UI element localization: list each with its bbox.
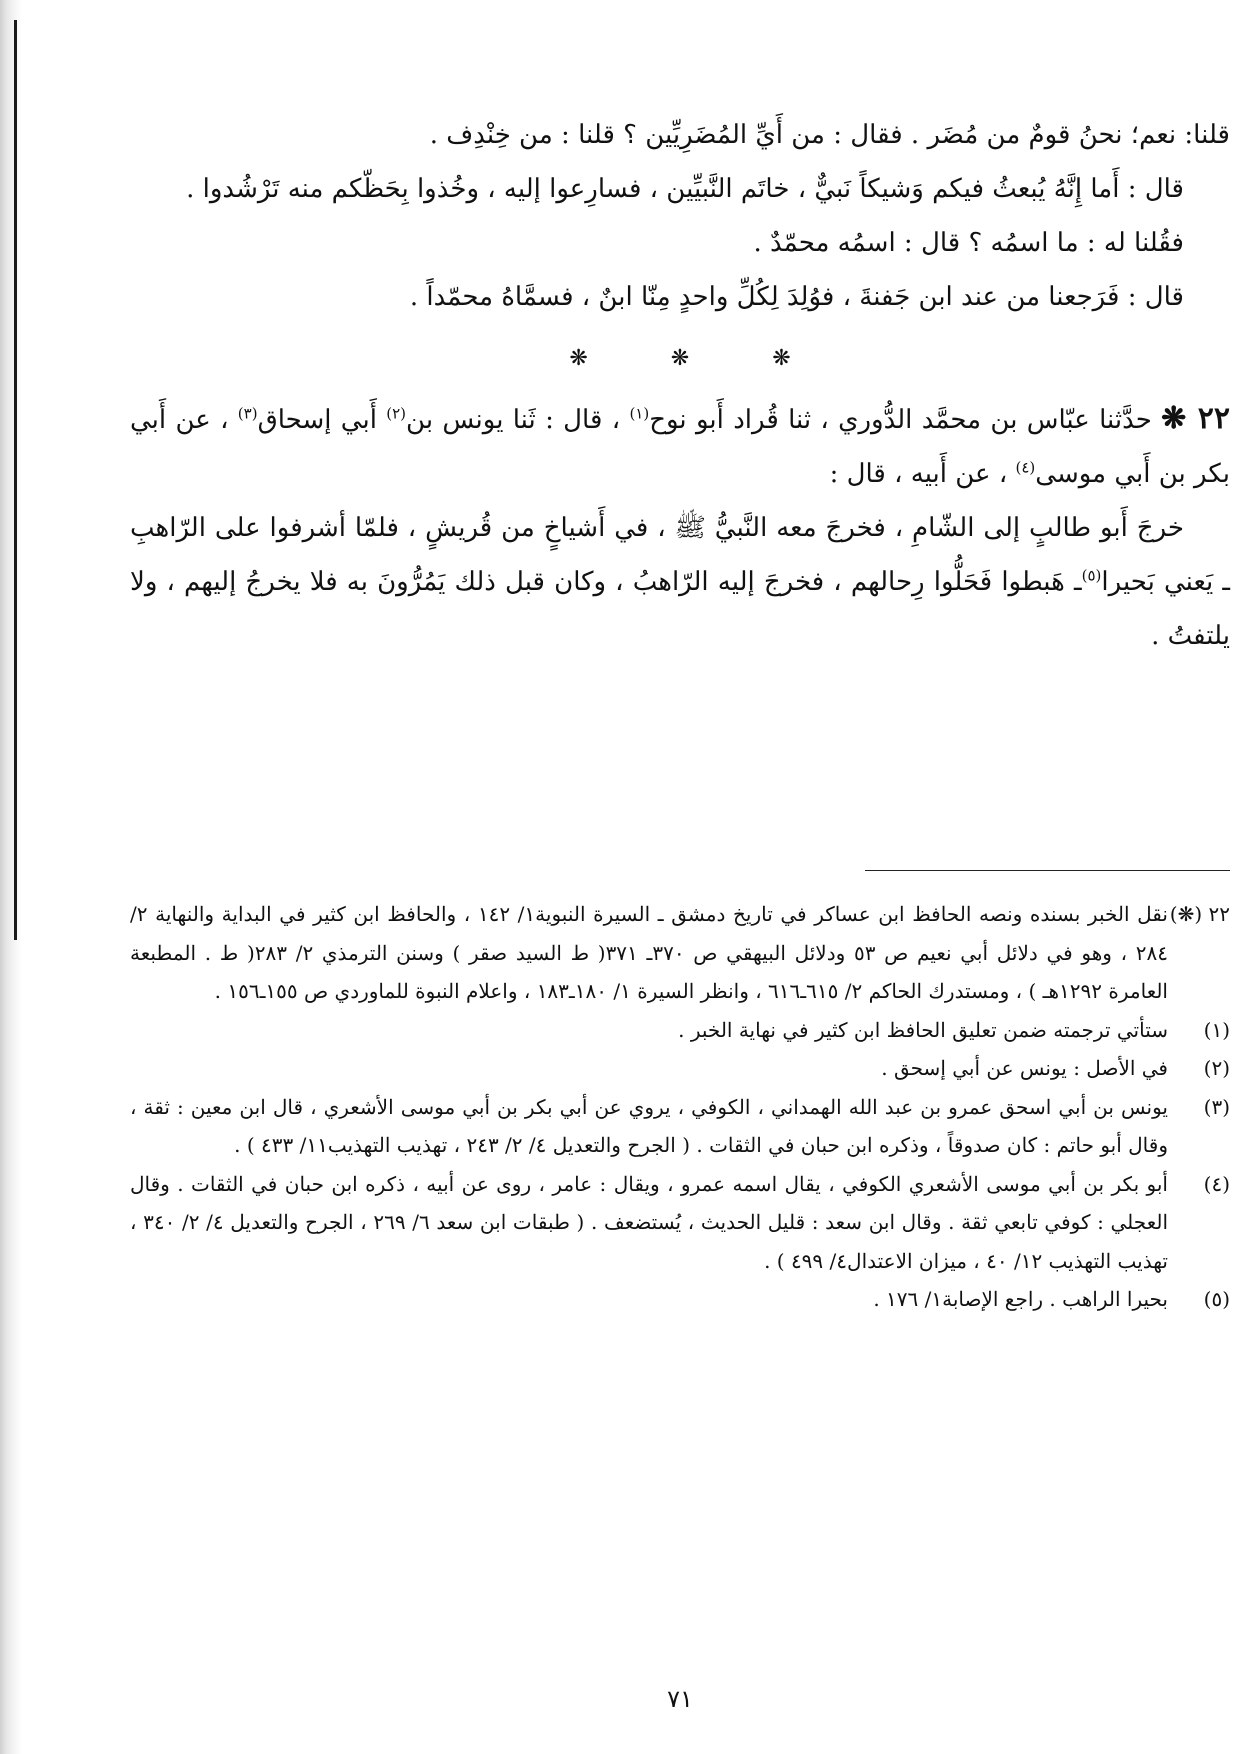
section-separator bbox=[130, 332, 1230, 386]
footnote-number: (١) bbox=[1203, 1017, 1230, 1042]
footnotes bbox=[130, 895, 1230, 1319]
scan-edge bbox=[0, 0, 22, 1754]
footnote bbox=[130, 895, 1230, 1011]
separator-star: ❋ bbox=[772, 346, 791, 371]
footnote-number: (٥) bbox=[1203, 1287, 1230, 1311]
footnote-divider bbox=[865, 870, 1230, 871]
hadith-isnad bbox=[130, 392, 1230, 501]
footnote-number: (٣) bbox=[1203, 1094, 1230, 1119]
footnote bbox=[130, 1088, 1230, 1165]
footnote-text: أبو بكر بن أبي موسى الأشعري الكوفي ، يقال اسمه عمرو ، ويقال : عامر ، روى عن أبيه ، ذكره ابن حبان في الثقات . وقال العجلي : كوفي تابعي ثقة . وقال ابن سعد : قليل الحديث ، يُستضعف . ( طبقات ابن سعد ٦/ ٢٦٩ ، الجرح والتعديل ٤/ ٢/ ٣٤٠ ، تهذيب التهذيب ١٢/ ٤٠ ، ميزان الاعتدال٤/ ٤٩٩ ) . bbox=[130, 1171, 1169, 1273]
footnote-ref: (٣) bbox=[237, 404, 258, 423]
isnad-text: ، عن أَبي بكر بن أَبي موسى bbox=[130, 405, 1230, 489]
document-page bbox=[130, 0, 1230, 1754]
matn-text: ـ هَبطوا فَحَلُّوا رِحالهم ، فخرجَ إليه الرّاهبُ ، وكان قبل ذلك يَمُرُّونَ به فلا يخرجُ إليهم ، ولا يلتفتُ . bbox=[130, 567, 1230, 651]
footnote-number: ٢٢ (❋) bbox=[1169, 902, 1230, 926]
footnote-number: (٢) bbox=[1203, 1056, 1230, 1080]
footnote bbox=[130, 1011, 1230, 1050]
footnote-ref: (١) bbox=[629, 404, 650, 423]
main-text bbox=[130, 108, 1230, 663]
hadith-matn bbox=[130, 501, 1230, 663]
footnote-text: بحيرا الراهب . راجع الإصابة١/ ١٧٦ . bbox=[873, 1287, 1168, 1311]
footnote bbox=[130, 1049, 1230, 1088]
footnote-ref: (٤) bbox=[1015, 458, 1036, 477]
footnote bbox=[130, 1165, 1230, 1281]
separator-star: ❋ bbox=[569, 346, 588, 371]
scan-edge-line bbox=[14, 20, 17, 940]
isnad-text: ، قال : ثَنا يونس بن bbox=[406, 405, 621, 435]
matn-text: خرجَ أَبو طالبٍ إلى الشّامِ ، فخرجَ معه النَّبيُّ ﷺ ، في أَشياخٍ من قُريشٍ ، فلمّا أشرفوا على الرّاهبِ ـ يَعني بَحيرا bbox=[130, 513, 1230, 597]
footnote-text: يونس بن أبي اسحق عمرو بن عبد الله الهمداني ، الكوفي ، يروي عن أبي بكر بن أبي موسى الأشعري ، قال ابن معين : ثقة ، وقال أبو حاتم : كان صدوقاً ، وذكره ابن حبان في الثقات . ( الجرح والتعديل ٤/ ٢/ ٢٤٣ ، تهذيب التهذيب١١/ ٤٣٣ ) . bbox=[130, 1094, 1168, 1157]
hadith-number: ٢٢ ❋ bbox=[1161, 401, 1231, 436]
footnote-text: ستأتي ترجمته ضمن تعليق الحافظ ابن كثير في نهاية الخبر . bbox=[678, 1017, 1168, 1042]
paragraph-4: قال : فَرَجعنا من عند ابن جَفنةَ ، فوُلِدَ لِكُلِّ واحدٍ مِنّا ابنٌ ، فسمَّاهُ محمّداً . bbox=[409, 282, 1184, 312]
isnad-text: حدَّثنا عبّاس بن محمَّد الدُّوري ، ثنا قُراد أَبو نوح bbox=[649, 405, 1152, 435]
separator-star: ❋ bbox=[670, 346, 690, 371]
footnote bbox=[130, 1280, 1230, 1319]
page-number: ٧١ bbox=[667, 1685, 693, 1713]
isnad-text: أَبي إسحاق bbox=[257, 405, 377, 435]
footnote-text: نقل الخبر بسنده ونصه الحافظ ابن عساكر في تاريخ دمشق ـ السيرة النبوية١/ ١٤٢ ، والحافظ ابن كثير في البداية والنهاية ٢/ ٢٨٤ ، وهو في دلائل أبي نعيم ص ٥٣ ودلائل البيهقي ص ٣٧٠ـ ٣٧١( ط السيد صقر ) وسنن الترمذي ٢/ ٢٨٣( ط . المطبعة العامرة ١٢٩٢هـ ) ، ومستدرك الحاكم ٢/ ٦١٥ـ٦١٦ ، وانظر السيرة ١/ ١٨٠ـ١٨٣ ، واعلام النبوة للماوردي ص ١٥٥ـ١٥٦ . bbox=[130, 902, 1168, 1003]
paragraph-2: قال : أَما إِنَّهُ يُبعثُ فيكم وَشيكاً نَبيٌّ ، خاتَم النَّبيِّين ، فسارِعوا إليه ، وخُذوا بِحَظّكم منه تَرْشُدوا . bbox=[186, 174, 1184, 204]
paragraph-3: فقُلنا له : ما اسمُه ؟ قال : اسمُه محمّدٌ . bbox=[753, 228, 1184, 258]
footnote-number: (٤) bbox=[1203, 1171, 1230, 1196]
paragraph-1: قلنا: نعم؛ نحنُ قومٌ من مُضَر . فقال : من أَيِّ المُضَرِيِّين ؟ قلنا : من خِنْدِف . bbox=[429, 120, 1230, 150]
footnote-ref: (٥) bbox=[1081, 566, 1102, 585]
footnote-text: في الأصل : يونس عن أبي إسحق . bbox=[881, 1056, 1168, 1080]
footnote-ref: (٢) bbox=[386, 404, 407, 423]
isnad-text: ، عن أَبيه ، قال : bbox=[829, 459, 1008, 489]
